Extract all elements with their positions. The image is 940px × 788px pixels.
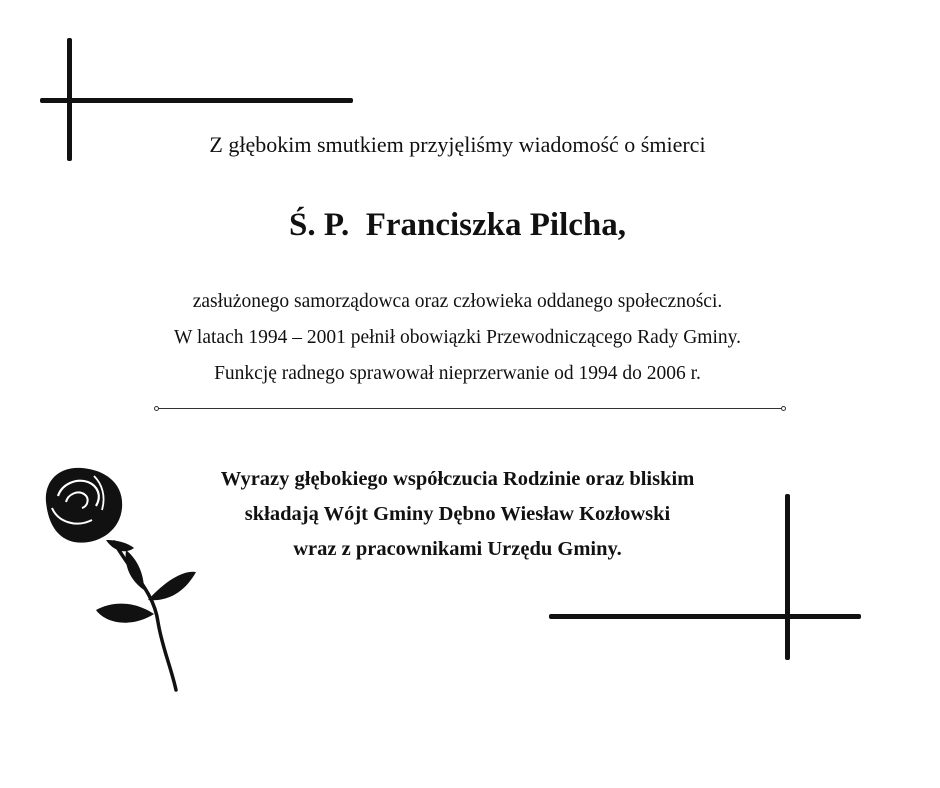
ornamental-divider bbox=[158, 408, 782, 409]
biography bbox=[0, 284, 915, 392]
deceased-name: Ś. P. Franciszka Pilcha, bbox=[288, 207, 627, 243]
top-left-cross-horizontal bbox=[40, 98, 353, 103]
bio-line: W latach 1994 – 2001 pełnił obowiązki Przewodniczącego Rady Gminy. bbox=[174, 327, 741, 348]
intro-text: Z głębokim smutkiem przyjęliśmy wiadomość o śmierci bbox=[209, 132, 706, 157]
bottom-right-cross-horizontal bbox=[549, 614, 861, 619]
rose-icon bbox=[36, 462, 206, 692]
bio-line: Funkcję radnego sprawował nieprzerwanie od 1994 do 2006 r. bbox=[214, 363, 701, 384]
condolence-line: wraz z pracownikami Urzędu Gminy. bbox=[293, 538, 622, 560]
bio-line: zasłużonego samorządowca oraz człowieka oddanego społeczności. bbox=[192, 291, 723, 312]
condolence-line: Wyrazy głębokiego współczucia Rodzinie oraz bliskim bbox=[220, 468, 695, 490]
condolence-line: składają Wójt Gminy Dębno Wiesław Kozłowski bbox=[244, 503, 671, 525]
bottom-right-cross-vertical bbox=[785, 494, 790, 660]
